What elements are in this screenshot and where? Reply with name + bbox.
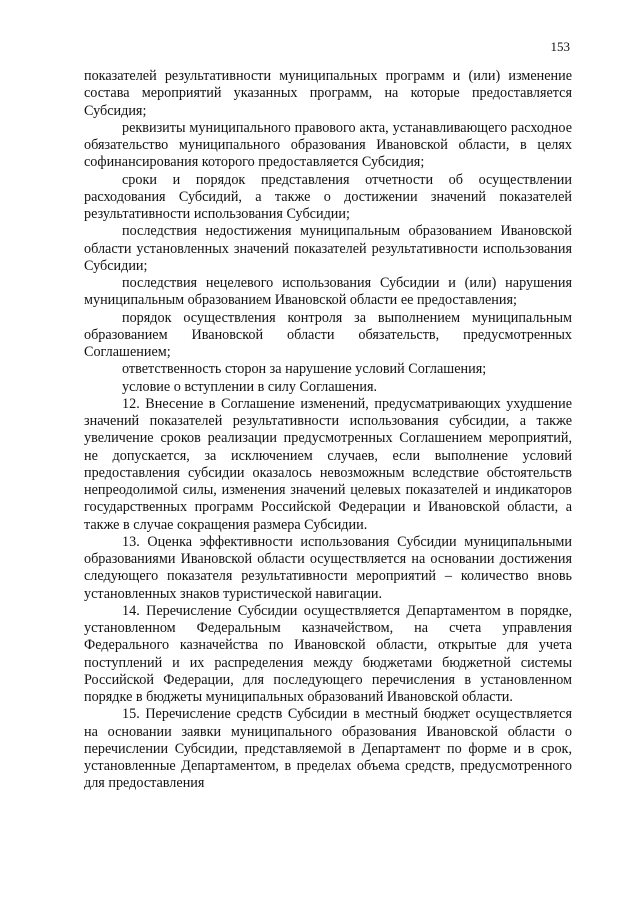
- document-body: [84, 68, 572, 793]
- paragraph-requisites: реквизиты муниципального правового акта, устанавливающего расходное обязательство муниципального образования Ивановской области, в целях софинансирования которого предоставляется Субсидия;: [84, 119, 572, 171]
- paragraph-item-14: 14. Перечисление Субсидии осуществляется Департаментом в порядке, установленном Федеральным казначейством, на счета управления Федерального казначейства по Ивановской области, открытые для учета поступлений и их распределения между бюджетами бюджетной системы Российской Федерации, для последующего перечисления в установленном порядке в бюджеты муниципальных образований Ивановской области.: [84, 602, 572, 705]
- paragraph-misuse: последствия нецелевого использования Субсидии и (или) нарушения муниципальным образованием Ивановской области ее предоставления;: [84, 275, 572, 309]
- page-number: 153: [550, 39, 570, 54]
- paragraph-liability: ответственность сторон за нарушение условий Соглашения;: [122, 361, 487, 378]
- paragraph-reporting: сроки и порядок представления отчетности об осуществлении расходования Субсидий, а также о достижении значений показателей результативности использования Субсидии;: [84, 171, 572, 222]
- paragraph-non-achievement: последствия недостижения муниципальным образованием Ивановской области установленных значений показателей результативности использования Субсидии;: [84, 223, 572, 274]
- paragraph-control: порядок осуществления контроля за выполнением муниципальным образованием Ивановской области обязательств, предусмотренных Соглашением;: [84, 309, 572, 360]
- paragraph-continuation: показателей результативности муниципальных программ и (или) изменение состава мероприятий указанных программ, на которые предоставляется Субсидия;: [84, 68, 572, 119]
- paragraph-item-15: 15. Перечисление средств Субсидии в местный бюджет осуществляется на основании заявки муниципального образования Ивановской области о перечислении Субсидии, представляемой в Департамент по форме и в срок, установленные Департаментом, в пределах объема средств, предусмотренного для предоставления: [84, 706, 572, 792]
- paragraph-item-13: 13. Оценка эффективности использования Субсидии муниципальными образованиями Ивановской области осуществляется на основании достижения следующего показателя результативности мероприятий – количество вновь установленных знаков туристической навигации.: [84, 533, 572, 602]
- paragraph-entry-into-force: условие о вступлении в силу Соглашения.: [122, 378, 378, 395]
- paragraph-item-12: 12. Внесение в Соглашение изменений, предусматривающих ухудшение значений показателей результативности использования субсидии, а также увеличение сроков реализации предусмотренных Соглашением мероприятий, не допускается, за исключением случаев, если выполнение условий предоставления субсидии оказалось невозможным вследствие обстоятельств непреодолимой силы, изменения значений целевых показателей и индикаторов государственных программ Российской Федерации и Ивановской области, а также в случае сокращения размера Субсидии.: [84, 395, 572, 533]
